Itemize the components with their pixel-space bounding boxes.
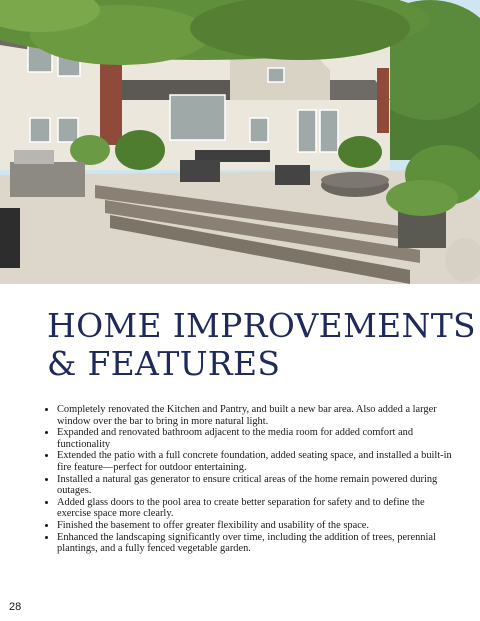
list-item: • Extended the patio with a full concrete foundation, added seating space, and installed a built-in fire feature—perfect for outdoor entertaining.	[57, 450, 459, 473]
list-item: • Added glass doors to the pool area to create better separation for safety and to define the exercise space more clearly.	[57, 497, 459, 520]
improvements-list	[43, 404, 459, 555]
list-item: • Installed a natural gas generator to ensure critical areas of the home remain powered during outages.	[57, 474, 459, 497]
title-line-2: & FEATURES	[47, 344, 281, 383]
list-item: • Enhanced the landscaping significantly over time, including the addition of trees, perennial plantings, and a fully fenced vegetable garden.	[57, 532, 459, 555]
list-item: • Completely renovated the Kitchen and Pantry, and built a new bar area. Also added a larger window over the bar to bring in more natural light.	[57, 404, 459, 427]
page-number: 28	[9, 601, 22, 613]
list-item: • Finished the basement to offer greater flexibility and usability of the space.	[57, 520, 459, 532]
list-item: • Expanded and renovated bathroom adjacent to the media room for added comfort and functionality	[57, 427, 459, 450]
title-line-1: HOME IMPROVEMENTS	[47, 306, 476, 345]
page-title	[47, 307, 476, 383]
house-patio-photo	[0, 0, 480, 284]
